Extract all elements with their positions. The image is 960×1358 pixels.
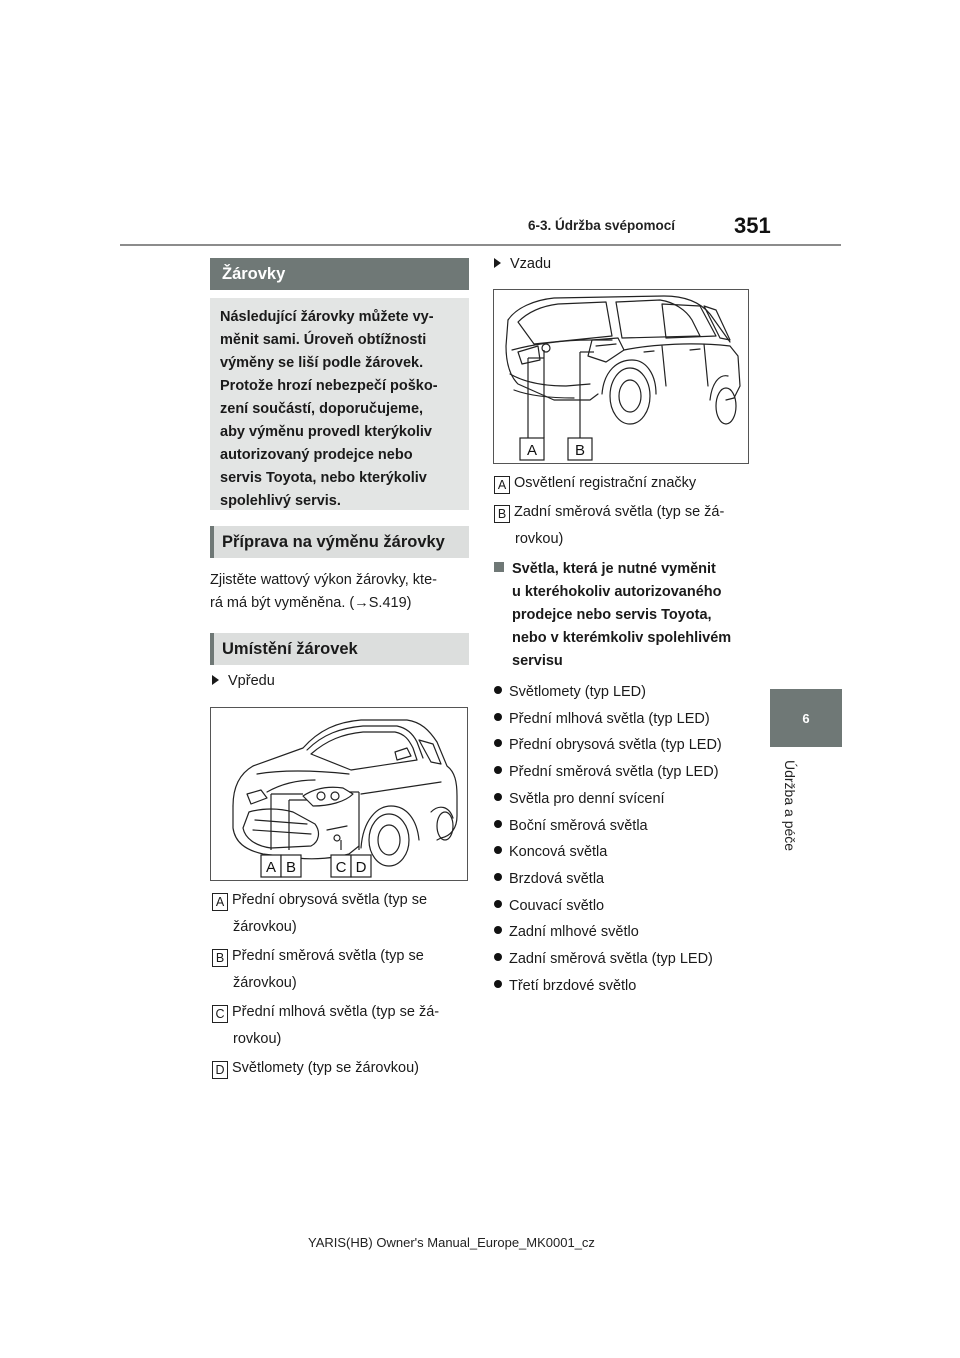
triangle-icon [494,258,501,268]
callout-c: C [335,859,347,876]
rear-subheading: Vzadu [494,253,551,276]
list-item: Světlomety (typ LED) [494,679,764,706]
triangle-icon [212,675,219,685]
list-item: Koncová světla [494,839,764,866]
list-item: Přední obrysová světla (typ LED) [494,732,764,759]
page-number: 351 [734,213,771,238]
list-item: Couvací světlo [494,893,764,920]
bullet-icon [494,926,502,934]
rear-car-illustration [494,290,748,463]
info-line: autorizovaný prodejce nebo [220,447,413,463]
info-line: měnit sami. Úroveň obtížnosti [220,332,427,348]
callout-b: B [574,442,586,459]
rear-car-figure [493,289,749,464]
bullet-icon [494,739,502,747]
dealer-list [494,679,764,999]
info-line: Následující žárovky můžete vy- [220,309,434,325]
front-car-illustration [211,708,467,880]
rear-legend: A Osvětlení registrační značky B Zadní směrová světla (typ se žá- rovkou) [494,470,764,553]
list-item: Přední mlhová světla (typ LED) [494,706,764,733]
heading-locations: Umístění žárovek [210,633,469,665]
front-legend: A Přední obrysová světla (typ se žárovkou) B Přední směrová světla (typ se žárovkou) C Přední mlhová světla (typ se žá- rovkou) D Světlomety (typ se žárovkou) [212,887,472,1082]
callout-a: A [265,859,277,876]
bullet-icon [494,820,502,828]
bullet-icon [494,846,502,854]
callout-b: B [285,859,297,876]
list-item: Brzdová světla [494,866,764,893]
legend-item: D Světlomety (typ se žárovkou) [212,1055,472,1082]
list-item: Boční směrová světla [494,813,764,840]
legend-item: A Osvětlení registrační značky [494,470,764,497]
bullet-icon [494,953,502,961]
chapter-number: 6 [802,710,810,726]
bullet-icon [494,980,502,988]
heading-preparation: Příprava na výměnu žárovky [210,526,469,558]
bullet-icon [494,900,502,908]
letter-a-box: A [494,476,510,494]
legend-item: A Přední obrysová světla (typ se [212,887,472,914]
letter-d-box: D [212,1061,228,1079]
bullet-icon [494,686,502,694]
callout-d: D [355,859,367,876]
info-line: zení součástí, doporučujeme, [220,401,424,417]
square-bullet-icon [494,562,504,572]
list-item: Zadní směrová světla (typ LED) [494,946,764,973]
bullet-icon [494,793,502,801]
legend-item: C Přední mlhová světla (typ se žá- [212,999,472,1026]
letter-c-box: C [212,1005,228,1023]
legend-item: B Přední směrová světla (typ se [212,943,472,970]
bullet-icon [494,873,502,881]
list-item: Světla pro denní svícení [494,786,764,813]
list-item: Třetí brzdové světlo [494,973,764,1000]
legend-item: B Zadní směrová světla (typ se žá- [494,499,764,526]
info-line: spolehlivý servis. [220,493,341,509]
page-reference-link[interactable]: rá má být vyměněna. (→S.419) [210,595,412,611]
info-box [210,298,469,510]
chapter-tab[interactable] [770,689,842,747]
info-line: aby výměnu provedl kterýkoliv [220,424,432,440]
letter-b-box: B [212,949,228,967]
bullet-icon [494,713,502,721]
front-car-figure [210,707,468,881]
bullet-icon [494,766,502,774]
letter-a-box: A [212,893,228,911]
front-subheading: Vpředu [212,670,275,693]
dealer-title: Světla, která je nutné vyměnit u kteréhokoliv autorizovaného prodejce nebo servis Toyota, nebo v kterémkoliv spolehlivém servisu [494,558,764,673]
dealer-section [494,558,764,999]
letter-b-box: B [494,505,510,523]
heading-bulbs: Žárovky [210,258,469,290]
section-title: 6-3. Údržba svépomocí [528,218,676,233]
info-line: výměny se liší podle žárovek. [220,355,424,371]
info-line: Protože hrozí nebezpečí poško- [220,378,438,394]
chapter-label: Údržba a péče [782,760,798,852]
info-line: servis Toyota, nebo kterýkoliv [220,470,427,486]
header-divider [120,244,841,246]
list-item: Zadní mlhové světlo [494,919,764,946]
footer-text: YARIS(HB) Owner's Manual_Europe_MK0001_cz [308,1235,595,1250]
callout-a: A [526,442,538,459]
preparation-text: Zjistěte wattový výkon žárovky, kte- rá má být vyměněna. (→S.419) [210,572,437,611]
list-item: Přední směrová světla (typ LED) [494,759,764,786]
